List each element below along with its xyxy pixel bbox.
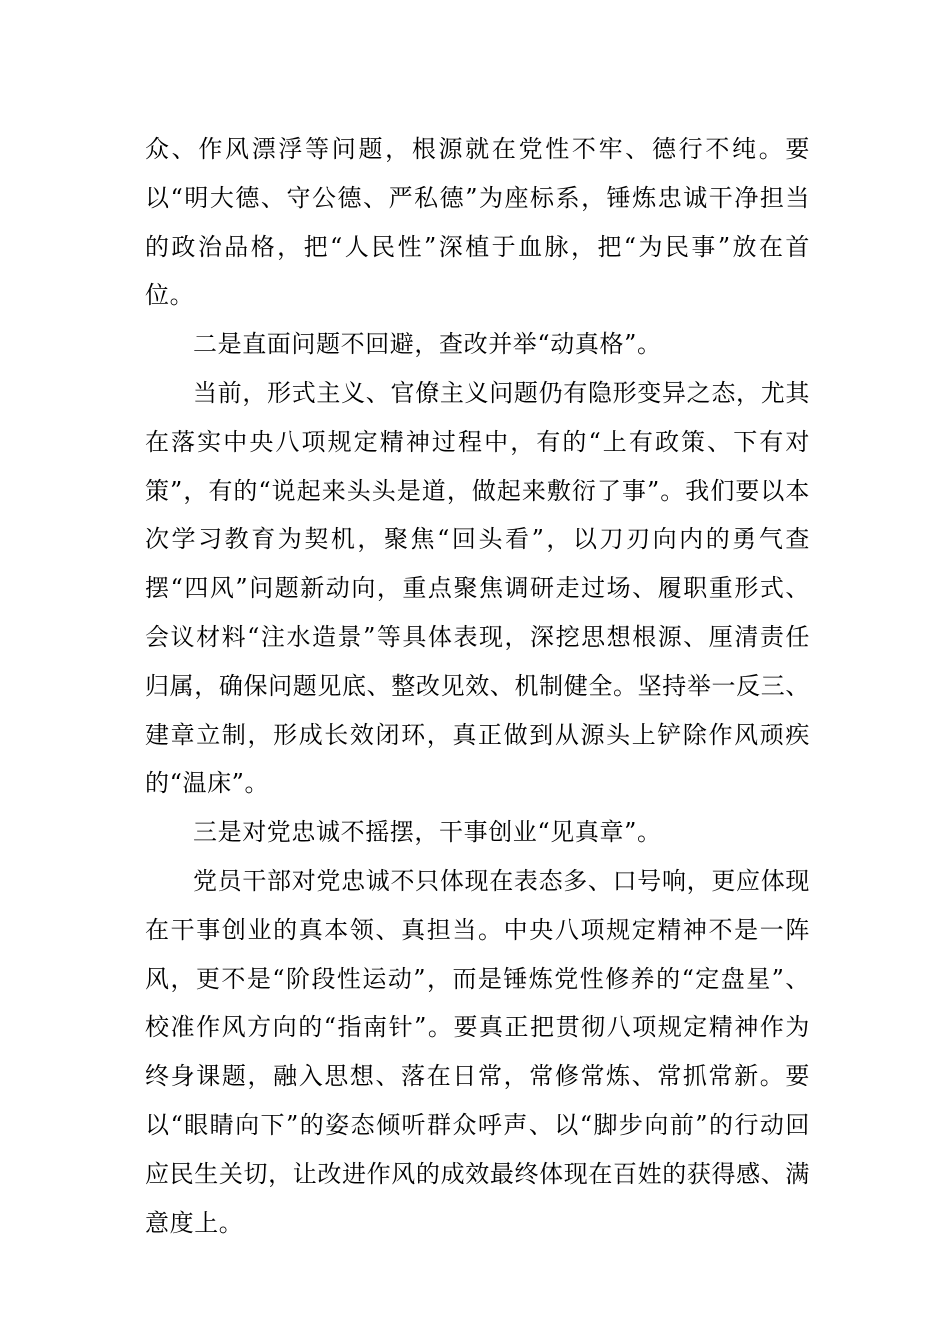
paragraph-two-body: 当前，形式主义、官僚主义问题仍有隐形变异之态，尤其在落实中央八项规定精神过程中，有的“上有政策、下有对策”，有的“说起来头头是道，做起来敷衍了事”。我们要以本次学习教育为契机，聚焦“回头看”，以刀刃向内的勇气查摆“四风”问题新动向，重点聚焦调研走过场、履职重形式、会议材料“注水造景”等具体表现，深挖思想根源、厘清责任归属，确保问题见底、整改见效、机制健全。坚持举一反三、建章立制，形成长效闭环，真正做到从源头上铲除作风顽疾的“温床”。 (145, 378, 810, 798)
section-heading-three: 三是对党忠诚不摇摆，干事创业“见真章”。 (193, 818, 662, 847)
document-body (145, 125, 810, 1247)
section-heading-two: 二是直面问题不回避，查改并举“动真格”。 (193, 330, 662, 359)
paragraph-three-body: 党员干部对党忠诚不只体现在表态多、口号响，更应体现在干事创业的真本领、真担当。中央八项规定精神不是一阵风，更不是“阶段性运动”，而是锤炼党性修养的“定盘星”、校准作风方向的“指南针”。要真正把贯彻八项规定精神作为终身课题，融入思想、落在日常，常修常炼、常抓常新。要以“眼睛向下”的姿态倾听群众呼声、以“脚步向前”的行动回应民生关切，让改进作风的成效最终体现在百姓的获得感、满意度上。 (145, 866, 810, 1237)
paragraph-continuation: 众、作风漂浮等问题，根源就在党性不牢、德行不纯。要以“明大德、守公德、严私德”为座标系，锤炼忠诚干净担当的政治品格，把“人民性”深植于血脉，把“为民事”放在首位。 (145, 135, 810, 310)
